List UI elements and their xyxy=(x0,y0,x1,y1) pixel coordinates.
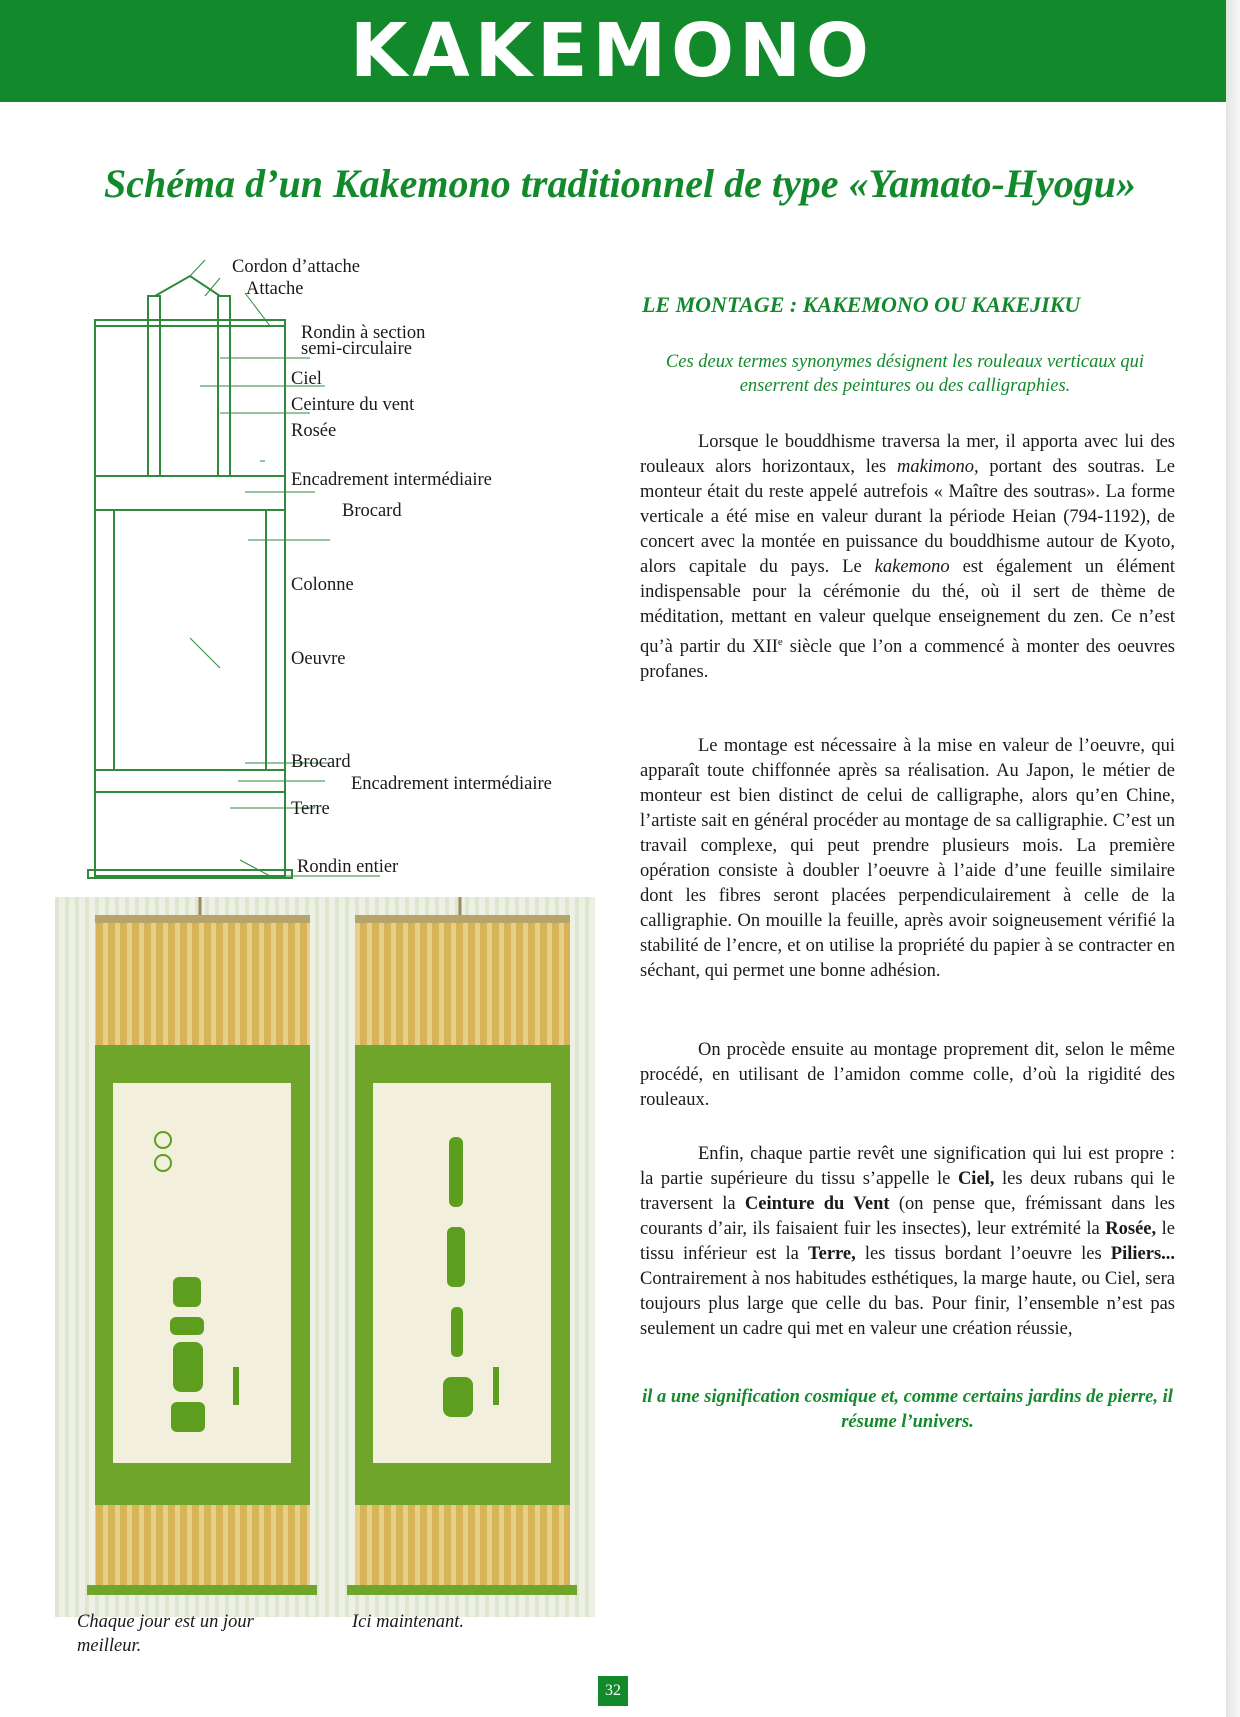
cord-line xyxy=(155,276,220,296)
label-encadrement-bottom: Encadrement intermédiaire xyxy=(351,774,552,794)
scroll-right xyxy=(347,897,577,1595)
label-rondin-semi-1: Rondin à section xyxy=(301,323,426,343)
ribbon-left xyxy=(148,296,160,476)
page-edge xyxy=(1226,0,1240,1717)
kakemono-diagram xyxy=(70,248,590,888)
label-rosee: Rosée xyxy=(291,421,337,441)
label-ciel: Ciel xyxy=(291,369,322,389)
section-title: LE MONTAGE : KAKEMONO OU KAKEJIKU xyxy=(642,292,1081,317)
oeuvre-area xyxy=(114,510,266,770)
label-brocard-top: Brocard xyxy=(342,501,402,521)
label-brocard-bottom: Brocard xyxy=(291,752,351,772)
label-attache: Attache xyxy=(246,279,304,299)
label-encadrement-top: Encadrement intermédiaire xyxy=(291,470,492,490)
label-terre: Terre xyxy=(291,799,330,819)
label-cordon: Cordon d’attache xyxy=(232,257,360,277)
paragraph-4: Enfin, chaque partie revêt une signification qui lui est propre : la partie supérieure du tissu s’appelle le Ciel, les deux rubans qui le traversent la Ceinture du Vent (on pense que, frémissant dans les courants d’air, ils faisaient fuir les insectes), leur extrémité la Rosée, le tissu inférieur est la Terre, les tissus bordant l’oeuvre les Piliers... Contrairement à nos habitudes esthétiques, la marge haute, ou Ciel, sera toujours plus large que celle du bas. Pour finir, l’ensemble n’est pas seulement un cadre qui met en valeur une création réussie, xyxy=(640,1144,1176,1339)
paragraph-1: Lorsque le bouddhisme traversa la mer, il apporta avec lui des rouleaux alors horizontaux, les makimono, portant des soutras. Le monteur était du reste appelé autrefois « Maître des soutras». La forme verticale a été mise en valeur durant la période Heian (794-1192), de concert avec la montée en puissance du bouddhisme autour de Kyoto, alors capitale du pays. Le kakemono est également un élément indispensable pour la cérémonie du thé, où il sert de thème de méditation, mettant en valeur quelque enseignement du zen. Ce n’est qu’à partir du XIIe siècle que l’on a commencé à monter des oeuvres profanes. xyxy=(640,432,1175,683)
page-title: Schéma d’un Kakemono traditionnel de type «Yamato-Hyogu» xyxy=(104,161,1136,206)
page-number: 32 xyxy=(598,1676,628,1706)
scroll-photos xyxy=(55,897,595,1617)
caption-left: Chaque jour est un jour meilleur. xyxy=(77,1612,254,1656)
label-oeuvre: Oeuvre xyxy=(291,649,346,669)
closing-statement: il a une signification cosmique et, comme certains jardins de pierre, il résume l’univers. xyxy=(642,1387,1173,1432)
label-ceinture: Ceinture du vent xyxy=(291,395,415,415)
header-title: KAKEMONO xyxy=(350,8,874,94)
header-banner xyxy=(0,0,1226,102)
label-rondin-semi-2: semi-circulaire xyxy=(301,339,412,359)
label-rondin-entier: Rondin entier xyxy=(297,857,399,877)
scroll-left xyxy=(87,897,317,1595)
paragraph-2: Le montage est nécessaire à la mise en valeur de l’oeuvre, qui apparaît toute chiffonnée après sa réalisation. Au Japon, le métier de monteur est bien distinct de celui de calligraphe, alors qu’en Chine, l’artiste sait en général procéder au montage de sa calligraphie. C’est un travail complexe, qui peut prendre plusieurs mois. La première opération consiste à doubler l’oeuvre à l’aide d’une feuille similaire dont les fibres seront placées perpendiculairement à celle de la calligraphie. On mouille la feuille, après avoir soigneusement vérifié la stabilité de l’encre, et on utilise la propriété du papier à se contracter en séchant, qui permet une bonne adhésion. xyxy=(640,736,1175,981)
article-intro: Ces deux termes synonymes désignent les rouleaux verticaux qui enserrent des peintures ou des calligraphies. xyxy=(665,352,1145,396)
caption-right: Ici maintenant. xyxy=(352,1612,465,1632)
label-colonne: Colonne xyxy=(291,575,354,595)
paragraph-3: On procède ensuite au montage proprement dit, selon le même procédé, en utilisant de l’amidon comme colle, d’où la rigidité des rouleaux. xyxy=(640,1040,1175,1110)
